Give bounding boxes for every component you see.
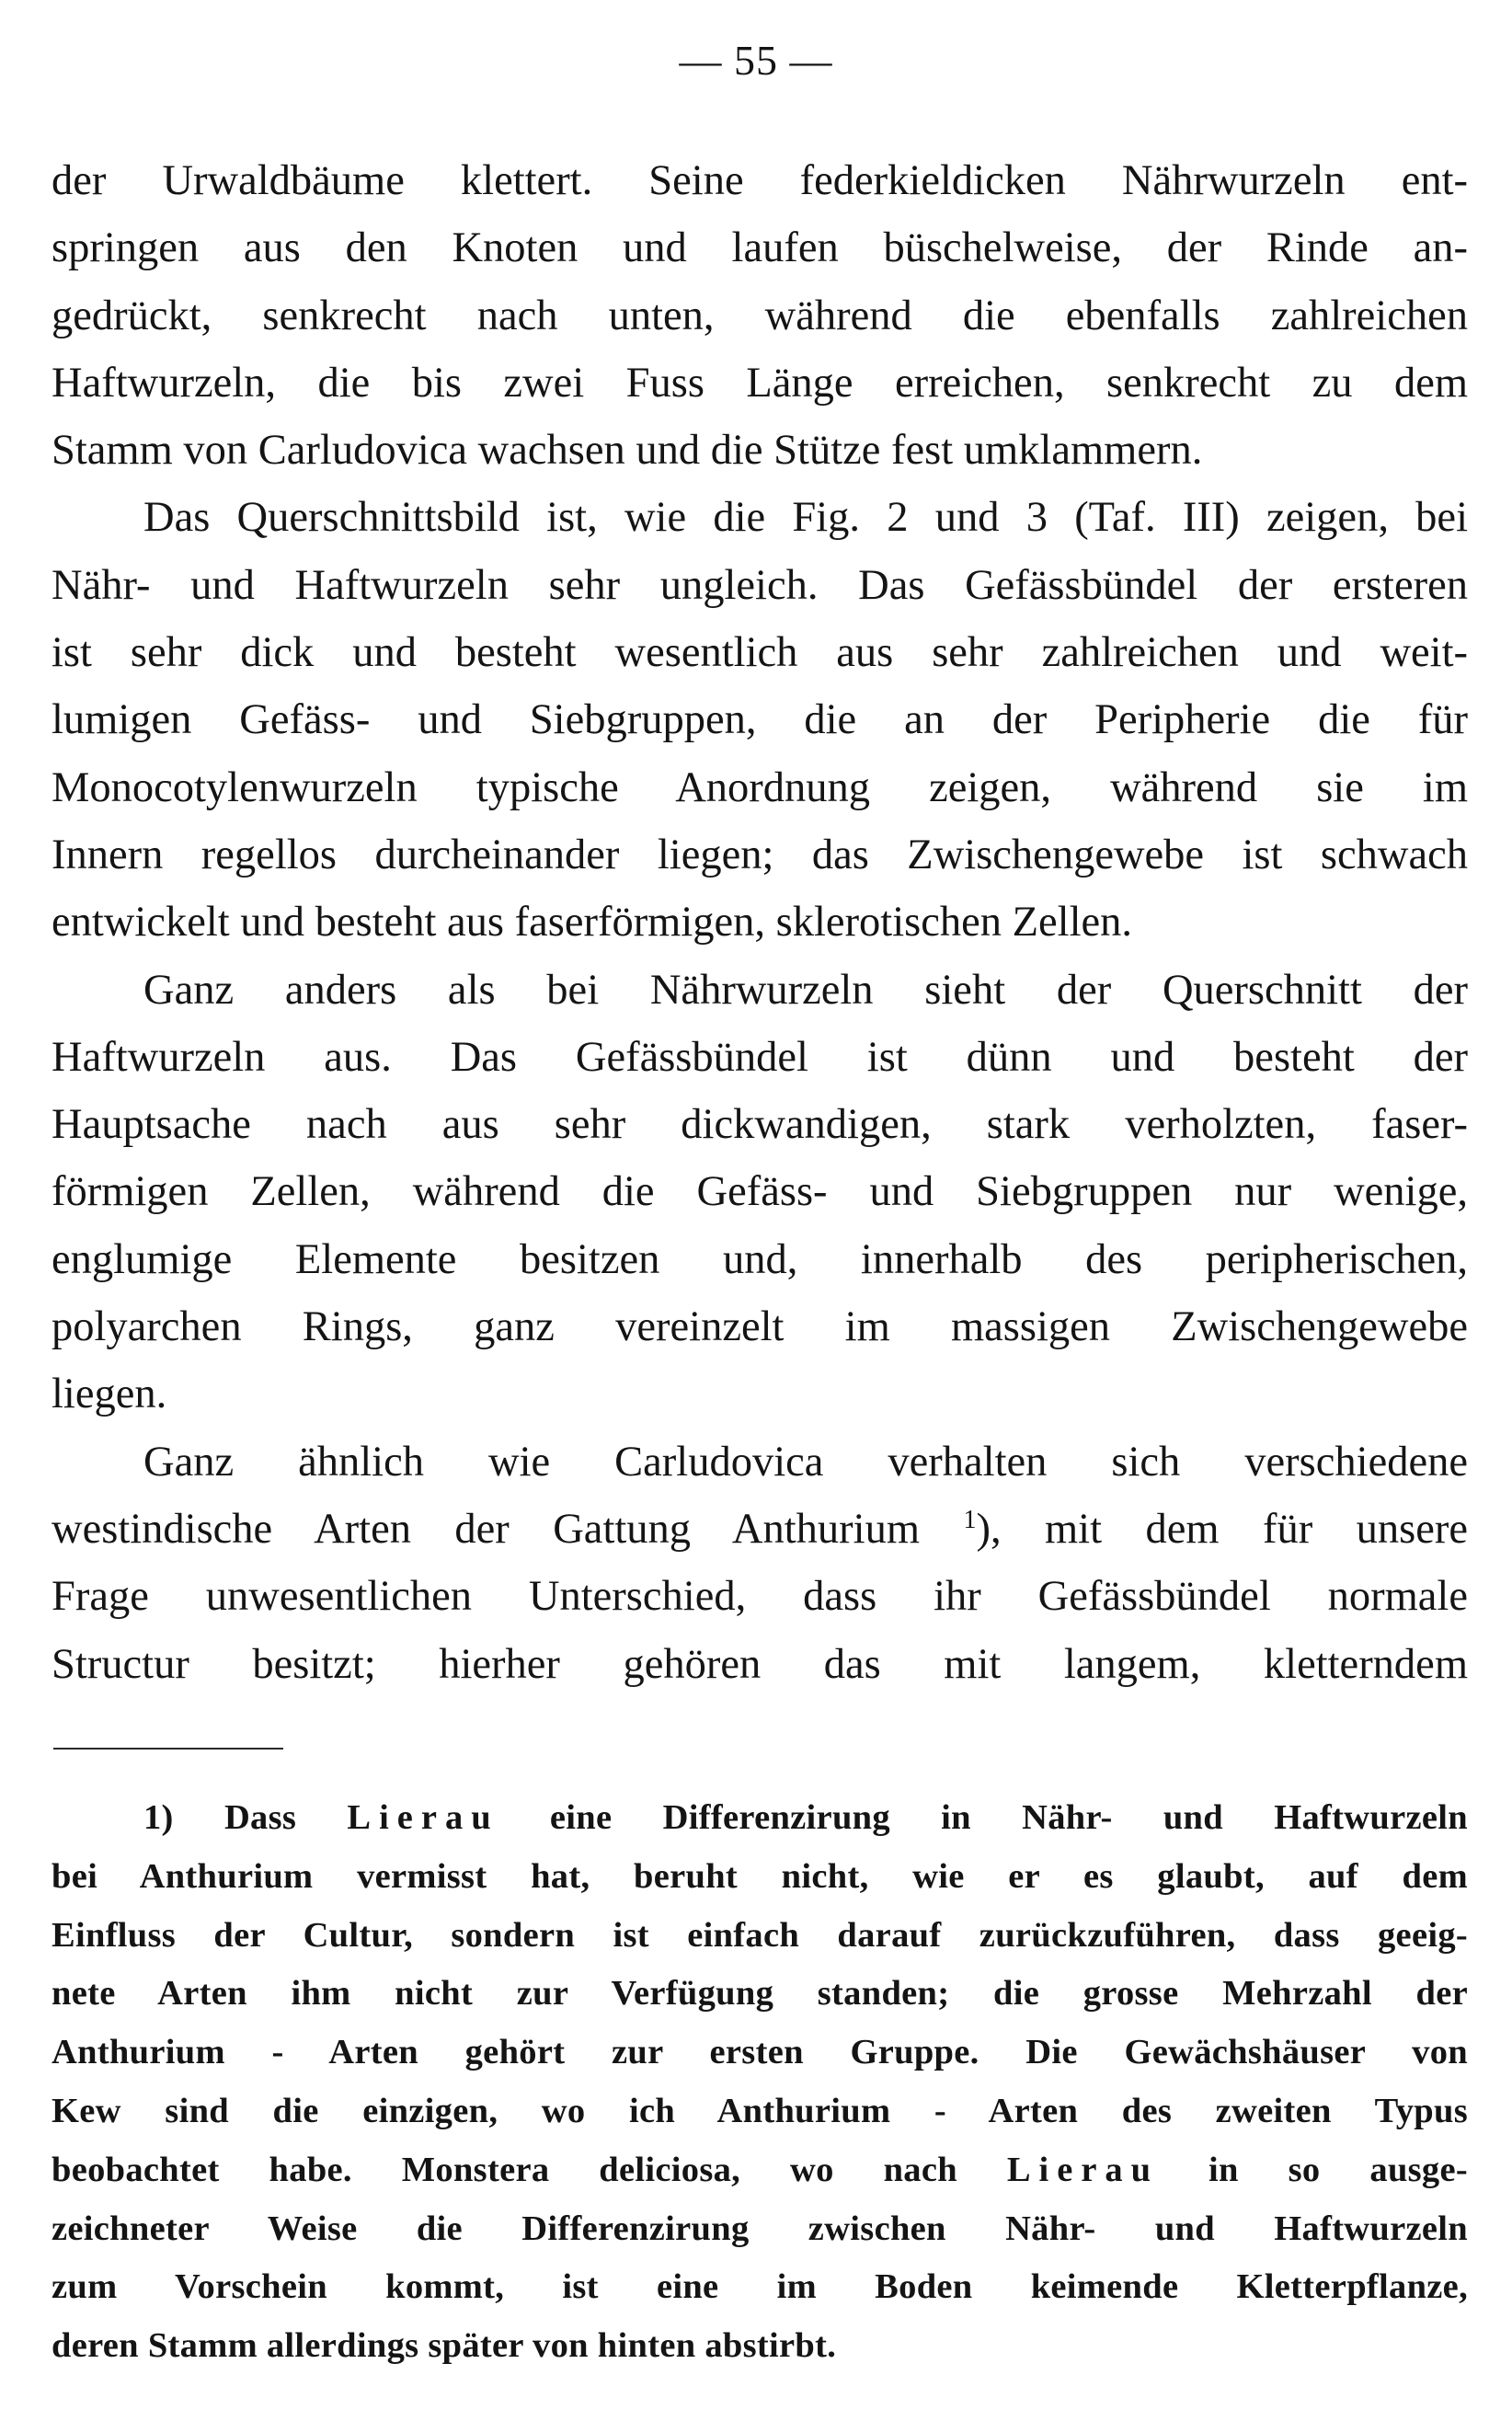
footnote-marker: 1) [143,1798,174,1837]
footnote-block [52,1789,1468,2376]
text-line: Haftwurzeln aus. Das Gefässbündel ist dünn und besteht der [52,1033,1468,1081]
text-line: Ganz anders als bei Nährwurzeln sieht der Querschnitt der [143,966,1468,1014]
text-line-with-footnote-ref [52,1496,1468,1563]
footnote-line: Kew sind die einzigen, wo ich Anthurium - Arten des zweiten Typus [52,2091,1468,2130]
footnote-line: bei Anthurium vermisst hat, beruht nicht, wie er es glaubt, auf dem [52,1856,1468,1896]
text-line: liegen. [52,1371,167,1418]
footnote-separator [53,1748,283,1750]
text-line: entwickelt und besteht aus faserförmigen, sklerotischen Zellen. [52,899,1133,947]
footnote-line: Anthurium - Arten gehört zur ersten Gruppe. Die Gewächshäuser von [52,2033,1468,2072]
footnote-line [52,2141,1468,2200]
text-line: lumigen Gefäss- und Siebgruppen, die an der Peripherie die für [52,696,1468,744]
text-line: Stamm von Carludovica wachsen und die Stütze fest umklammern. [52,427,1203,475]
text-line: Structur besitzt; hierher gehören das mit langem, kletterndem [52,1640,1468,1688]
footnote-line: Einfluss der Cultur, sondern ist einfach darauf zurückzuführen, dass geeig- [52,1915,1468,1955]
text-segment: Dass [223,1798,297,1837]
main-text-block [52,147,1468,1698]
text-line: polyarchen Rings, ganz vereinzelt im massigen Zwischengewebe [52,1303,1468,1351]
footnote-line: zum Vorschein kommt, ist eine im Boden keimende Kletterpflanze, [52,2267,1468,2307]
text-segment: ), mit dem für unsere [976,1505,1468,1553]
author-name: Lierau [347,1798,499,1837]
text-segment: beobachtet habe. Monstera deliciosa, wo nach [52,2150,957,2189]
text-line: Frage unwesentlichen Unterschied, dass ihr Gefässbündel normale [52,1573,1468,1621]
footnote-line: zeichneter Weise die Differenzirung zwischen Nähr- und Haftwurzeln [52,2209,1468,2248]
text-line: Haftwurzeln, die bis zwei Fuss Länge erreichen, senkrecht zu dem [52,359,1468,407]
text-line: der Urwaldbäume klettert. Seine federkieldicken Nährwurzeln ent- [52,157,1468,204]
text-line: förmigen Zellen, während die Gefäss- und Siebgruppen nur wenige, [52,1168,1468,1216]
page-number: — 55 — [679,37,833,84]
text-segment: in so ausge- [1208,2150,1468,2189]
text-segment: westindische Arten der Gattung Anthurium [52,1505,920,1553]
footnote-line: nete Arten ihm nicht zur Verfügung standen; die grosse Mehrzahl der [52,1974,1468,2014]
author-name: Lierau [1006,2150,1160,2189]
text-line: Das Querschnittsbild ist, wie die Fig. 2 und 3 (Taf. III) zeigen, bei [143,494,1468,542]
text-line: Monocotylenwurzeln typische Anordnung zeigen, während sie im [52,763,1468,811]
footnote-line [52,1789,1468,1848]
text-line: englumige Elemente besitzen und, innerhalb des peripherischen, [52,1235,1468,1283]
text-line: Nähr- und Haftwurzeln sehr ungleich. Das Gefässbündel der ersteren [52,561,1468,609]
footnote-reference[interactable]: 1 [963,1505,977,1534]
text-line: springen aus den Knoten und laufen büschelweise, der Rinde an- [52,224,1468,272]
text-line: ist sehr dick und besteht wesentlich aus sehr zahlreichen und weit- [52,629,1468,677]
text-segment: eine Differenzirung in Nähr- und Haftwurzeln [549,1798,1468,1837]
text-line: Innern regellos durcheinander liegen; das Zwischengewebe ist schwach [52,831,1468,878]
text-line: gedrückt, senkrecht nach unten, während die ebenfalls zahlreichen [52,292,1468,339]
footnote-line: deren Stamm allerdings später von hinten abstirbt. [52,2326,837,2366]
text-line: Hauptsache nach aus sehr dickwandigen, stark verholzten, faser- [52,1101,1468,1149]
text-line: Ganz ähnlich wie Carludovica verhalten sich verschiedene [143,1438,1468,1486]
